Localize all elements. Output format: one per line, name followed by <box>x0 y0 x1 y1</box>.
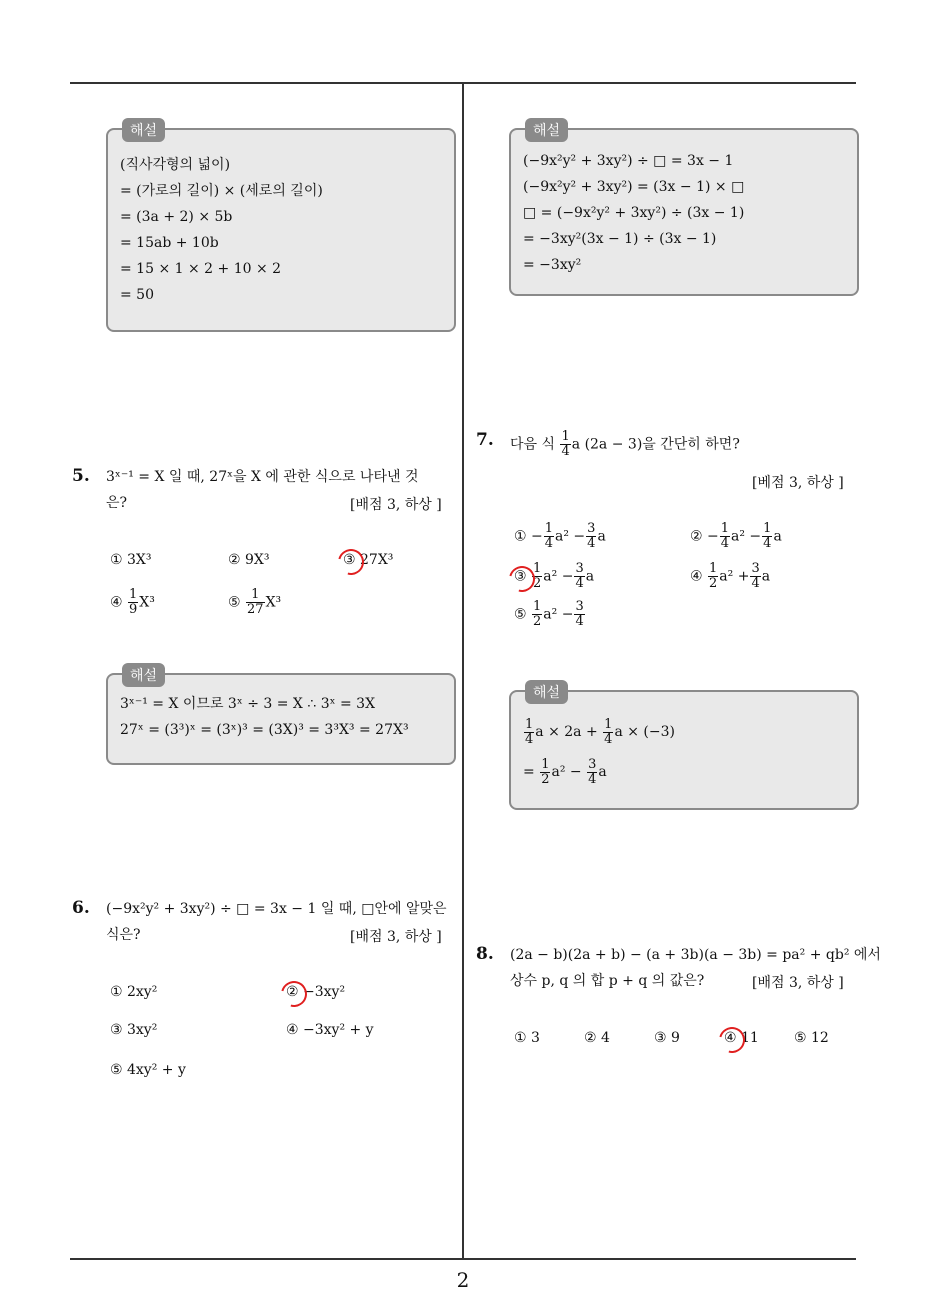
choice-6-3[interactable]: ③ 3xy² <box>110 1022 158 1038</box>
choice-8-4[interactable]: ④ 11 <box>724 1030 759 1046</box>
question-line: 3ˣ⁻¹ = X 일 때, 27ˣ을 X 에 관한 식으로 나타낸 것 <box>106 469 419 485</box>
solution-line: = −3xy² <box>523 257 582 273</box>
question-number-8: 8. <box>476 944 494 964</box>
question-line: (−9x²y² + 3xy²) ÷ □ = 3x − 1 일 때, □안에 알맞은 <box>106 901 447 917</box>
question-prefix: 다음 식 <box>510 436 556 453</box>
question-line: (2a − b)(2a + b) − (a + 3b)(a − 3b) = pa² + qb² 에서 <box>510 947 881 963</box>
solution-line: = 15ab + 10b <box>120 235 219 251</box>
choice-label: ④ <box>110 594 123 611</box>
score-6: [배점 3, 하상 ] <box>350 929 442 945</box>
choice-label: ⑤ <box>228 594 241 611</box>
choice-8-1[interactable]: ① 3 <box>514 1030 540 1046</box>
choice-6-1[interactable]: ① 2xy² <box>110 984 158 1000</box>
score-8: [배점 3, 하상 ] <box>752 975 844 991</box>
solution-line: $\frac{1}{4}$ a × 2a + $\frac{1}{4}$ a × (−3) <box>525 716 675 747</box>
solution-line: = 15 × 1 × 2 + 10 × 2 <box>120 261 282 277</box>
choice-7-2[interactable]: ② − $\frac{1}{4}$ a² − $\frac{1}{4}$ a <box>690 521 782 551</box>
column-divider <box>462 82 464 1258</box>
page-number: 2 <box>456 1268 470 1292</box>
solution-tag: 해설 <box>525 680 568 704</box>
choice-7-3[interactable]: ③ $\frac{1}{2}$ a² − $\frac{3}{4}$ a <box>514 561 595 591</box>
solution-line: □ = (−9x²y² + 3xy²) ÷ (3x − 1) <box>523 205 745 221</box>
solution-line: = (3a + 2) × 5b <box>120 209 233 225</box>
choice-7-1[interactable]: ① − $\frac{1}{4}$ a² − $\frac{3}{4}$ a <box>514 521 606 551</box>
choice-8-2[interactable]: ② 4 <box>584 1030 610 1046</box>
solution-line: 3ˣ⁻¹ = X 이므로 3ˣ ÷ 3 = X ∴ 3ˣ = 3X <box>120 696 376 712</box>
solution-line: (직사각형의 넓이) <box>120 157 231 173</box>
solution-box-q6 <box>509 123 859 296</box>
choice-5-3[interactable]: ③ 27X³ <box>343 552 394 568</box>
solution-line: 27ˣ = (3³)ˣ = (3ˣ)³ = (3X)³ = 3³X³ = 27X³ <box>120 722 409 738</box>
question-suffix: a (2a − 3)을 간단히 하면? <box>571 436 740 453</box>
question-line: 상수 p, q 의 합 p + q 의 값은? <box>510 973 705 989</box>
bottom-rule <box>70 1258 856 1260</box>
solution-line: (−9x²y² + 3xy²) = (3x − 1) × □ <box>523 179 745 195</box>
solution-line: = −3xy²(3x − 1) ÷ (3x − 1) <box>523 231 717 247</box>
choice-5-4[interactable]: ④ $\frac{1}{9}$ X³ <box>110 587 155 617</box>
choice-8-3[interactable]: ③ 9 <box>654 1030 680 1046</box>
solution-line: = (가로의 길이) × (세로의 길이) <box>120 183 323 199</box>
fraction: $\frac{1}{27}$ <box>247 587 264 617</box>
choice-7-5[interactable]: ⑤ $\frac{1}{2}$ a² − $\frac{3}{4}$ <box>514 599 584 629</box>
question-line: 은? <box>106 495 128 511</box>
solution-tag: 해설 <box>122 663 165 687</box>
solution-lines <box>120 152 323 308</box>
question-number-7: 7. <box>476 430 494 450</box>
solution-tag: 해설 <box>525 118 568 142</box>
choice-8-5[interactable]: ⑤ 12 <box>794 1030 829 1046</box>
choice-5-5[interactable]: ⑤ $\frac{1}{27}$ X³ <box>228 587 282 617</box>
question-text-7 <box>510 430 740 459</box>
fraction: $\frac{1}{9}$ <box>129 587 138 617</box>
solution-line: = 50 <box>120 287 154 303</box>
solution-line: = $\frac{1}{2}$ a² − $\frac{3}{4}$ a <box>523 756 607 787</box>
choice-7-4[interactable]: ④ $\frac{1}{2}$ a² + $\frac{3}{4}$ a <box>690 561 771 591</box>
solution-lines <box>523 712 675 792</box>
solution-tag: 해설 <box>122 118 165 142</box>
solution-line: (−9x²y² + 3xy²) ÷ □ = 3x − 1 <box>523 153 734 169</box>
answer-mark-5 <box>333 544 369 580</box>
choice-6-4[interactable]: ④ −3xy² + y <box>286 1022 374 1038</box>
choice-5-1[interactable]: ① 3X³ <box>110 552 152 568</box>
solution-lines <box>523 148 744 278</box>
answer-mark-6 <box>276 976 312 1012</box>
answer-mark-8 <box>714 1022 750 1058</box>
score-7: [베점 3, 하상 ] <box>752 475 844 491</box>
solution-box-area <box>106 123 456 332</box>
solution-box-q7 <box>509 685 859 810</box>
choice-5-2[interactable]: ② 9X³ <box>228 552 270 568</box>
question-line: 식은? <box>106 927 141 943</box>
choice-6-5[interactable]: ⑤ 4xy² + y <box>110 1062 186 1078</box>
fraction: $\frac{1}{4}$ <box>561 429 570 459</box>
solution-box-q5 <box>106 668 456 765</box>
score-5: [배점 3, 하상 ] <box>350 497 442 513</box>
choice-6-2[interactable]: ② −3xy² <box>286 984 346 1000</box>
question-number-6: 6. <box>72 898 90 918</box>
question-number-5: 5. <box>72 466 90 486</box>
solution-lines <box>120 691 409 743</box>
